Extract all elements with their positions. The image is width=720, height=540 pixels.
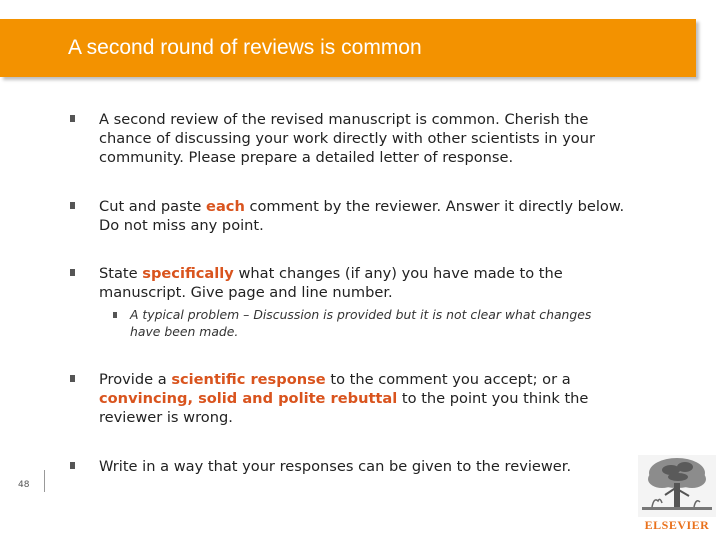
- bullet-3: [70, 264, 640, 302]
- highlight-rebuttal: convincing, solid and polite rebuttal: [99, 390, 398, 407]
- bullet-4-text: Provide a scientific response to the comment you accept; or a convincing, solid and polite rebuttal to the point you think the reviewer is wrong.: [99, 371, 589, 426]
- bullet-5: [70, 457, 640, 476]
- page-divider: [44, 470, 45, 492]
- bullet-1-text: A second review of the revised manuscript is common. Cherish the chance of discussing your work directly with other scientists in your community. Please prepare a detailed letter of response.: [99, 111, 596, 166]
- highlight-specifically: specifically: [142, 265, 234, 282]
- page-number: 48: [18, 480, 30, 490]
- title-bar: [0, 19, 696, 77]
- bullet-5-text: Write in a way that your responses can be given to the reviewer.: [99, 458, 572, 475]
- bullet-marker: [70, 269, 75, 276]
- sub-bullet-text: A typical problem – Discussion is provided but it is not clear what changes have been made.: [130, 307, 592, 339]
- elsevier-tree-icon: [638, 455, 716, 517]
- bullet-marker: [70, 115, 75, 122]
- sub-bullet-marker: [113, 312, 117, 318]
- sub-bullet: [113, 306, 623, 340]
- highlight-scientific-response: scientific response: [171, 371, 326, 388]
- bullet-1: [70, 110, 640, 167]
- bullet-2-text: Cut and paste each comment by the reviewer. Answer it directly below. Do not miss any point.: [99, 198, 625, 234]
- slide-title: A second round of reviews is common: [68, 36, 422, 59]
- bullet-marker: [70, 462, 75, 469]
- bullet-3-text: State specifically what changes (if any) you have made to the manuscript. Give page and line number.: [99, 265, 563, 301]
- bullet-marker: [70, 202, 75, 209]
- elsevier-logo: [638, 455, 716, 531]
- highlight-each: each: [206, 198, 245, 215]
- elsevier-wordmark: ELSEVIER: [644, 518, 710, 532]
- bullet-2: [70, 197, 640, 235]
- bullet-marker: [70, 375, 75, 382]
- bullet-4: [70, 370, 640, 427]
